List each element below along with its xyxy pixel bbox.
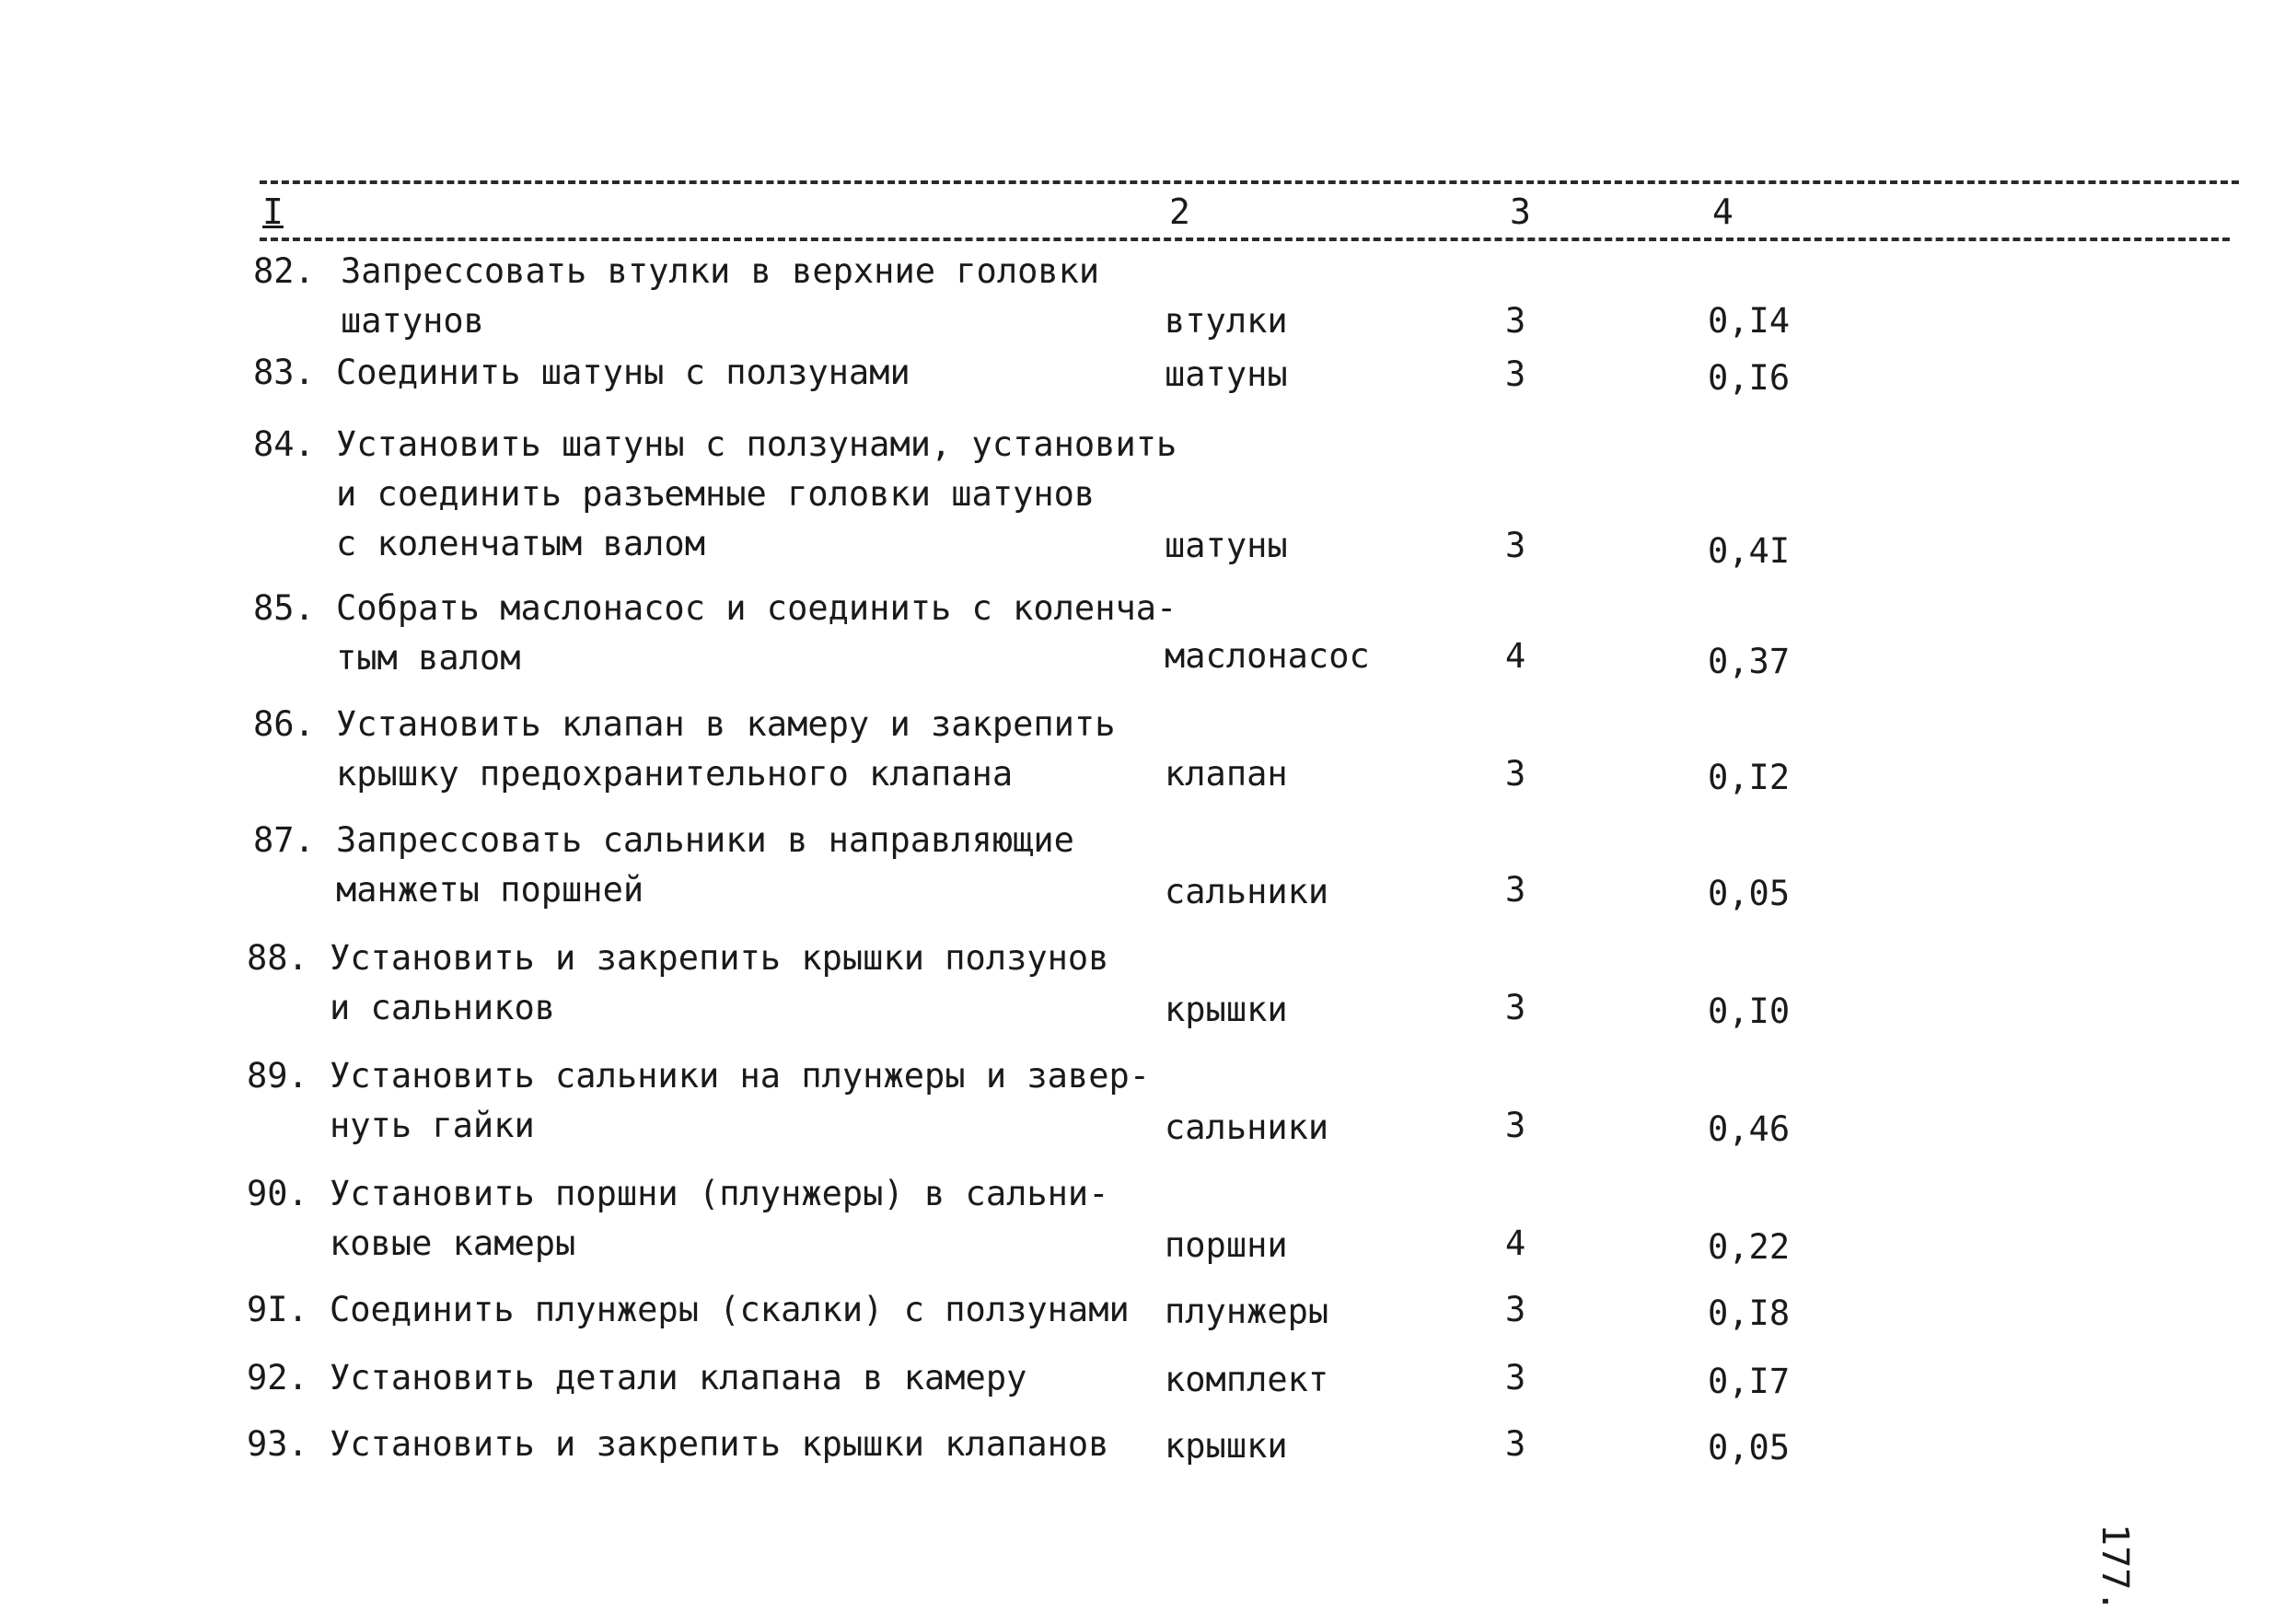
header-col-1: I — [262, 191, 284, 232]
row-number: 86. — [253, 704, 315, 744]
row-value: 0,46 — [1708, 1109, 1791, 1149]
row-description: Запрессовать сальники в направляющие манжеты поршней — [336, 820, 1074, 910]
row-number: 85. — [253, 588, 315, 628]
row-value: 0,22 — [1708, 1227, 1791, 1267]
row-number: 89. — [247, 1056, 308, 1096]
row-unit: шатуны — [1165, 526, 1288, 565]
row-description: Установить сальники на плунжеры и завер- нуть гайки — [330, 1056, 1151, 1145]
row-unit: крышки — [1165, 1426, 1288, 1466]
row-category: 3 — [1505, 526, 1526, 565]
row-category: 4 — [1505, 636, 1526, 676]
row-description: Запрессовать втулки в верхние головки шатунов — [341, 251, 1100, 341]
row-unit: крышки — [1165, 990, 1288, 1029]
row-value: 0,37 — [1708, 642, 1791, 681]
row-description: Установить и закрепить крышки клапанов — [330, 1424, 1109, 1464]
table-header — [0, 189, 2296, 235]
row-category: 4 — [1505, 1223, 1526, 1263]
header-col-3: 3 — [1510, 191, 1531, 232]
row-category: 3 — [1505, 754, 1526, 794]
row-unit: втулки — [1165, 301, 1288, 341]
row-unit: комплект — [1165, 1360, 1329, 1399]
row-number: 83. — [253, 353, 315, 392]
row-description: Соединить шатуны с ползунами — [336, 353, 910, 392]
row-description: Установить и закрепить крышки ползунов и сальников — [330, 938, 1109, 1027]
row-unit: шатуны — [1165, 354, 1288, 394]
row-value: 0,4I — [1708, 531, 1791, 571]
row-category: 3 — [1505, 1424, 1526, 1464]
page-number-mark: 177. — [2093, 1524, 2136, 1612]
row-description: Собрать маслонасос и соединить с коленча- тым валом — [336, 588, 1177, 678]
row-value: 0,I0 — [1708, 992, 1791, 1031]
row-category: 3 — [1505, 354, 1526, 394]
row-value: 0,05 — [1708, 874, 1791, 913]
row-unit: маслонасос — [1165, 636, 1370, 676]
row-value: 0,I4 — [1708, 301, 1791, 341]
row-value: 0,I8 — [1708, 1293, 1791, 1333]
row-number: 90. — [247, 1174, 308, 1213]
row-number: 88. — [247, 938, 308, 978]
row-category: 3 — [1505, 1290, 1526, 1329]
row-category: 3 — [1505, 1358, 1526, 1397]
row-category: 3 — [1505, 1106, 1526, 1145]
row-category: 3 — [1505, 301, 1526, 341]
row-value: 0,05 — [1708, 1428, 1791, 1467]
row-unit: клапан — [1165, 754, 1288, 794]
header-bottom-rule — [260, 238, 2230, 241]
row-number: 82. — [253, 251, 315, 291]
row-unit: сальники — [1165, 1108, 1329, 1147]
row-description: Установить поршни (плунжеры) в сальни- ковые камеры — [330, 1174, 1109, 1263]
row-number: 84. — [253, 424, 315, 464]
row-unit: поршни — [1165, 1225, 1288, 1265]
row-number: 92. — [247, 1358, 308, 1397]
row-value: 0,I2 — [1708, 758, 1791, 797]
row-description: Установить шатуны с ползунами, установить и соединить разъемные головки шатунов с коленчатым валом — [336, 424, 1177, 563]
row-description: Соединить плунжеры (скалки) с ползунами — [330, 1290, 1130, 1329]
row-category: 3 — [1505, 870, 1526, 910]
header-col-4: 4 — [1712, 191, 1734, 232]
row-value: 0,I7 — [1708, 1362, 1791, 1401]
row-number: 93. — [247, 1424, 308, 1464]
row-value: 0,I6 — [1708, 358, 1791, 398]
row-number: 87. — [253, 820, 315, 860]
row-category: 3 — [1505, 988, 1526, 1027]
row-description: Установить детали клапана в камеру — [330, 1358, 1027, 1397]
row-description: Установить клапан в камеру и закрепить крышку предохранительного клапана — [336, 704, 1116, 794]
header-top-rule — [260, 180, 2239, 184]
row-unit: плунжеры — [1165, 1292, 1329, 1331]
header-col-2: 2 — [1169, 191, 1190, 232]
row-number: 9I. — [247, 1290, 308, 1329]
row-unit: сальники — [1165, 872, 1329, 911]
